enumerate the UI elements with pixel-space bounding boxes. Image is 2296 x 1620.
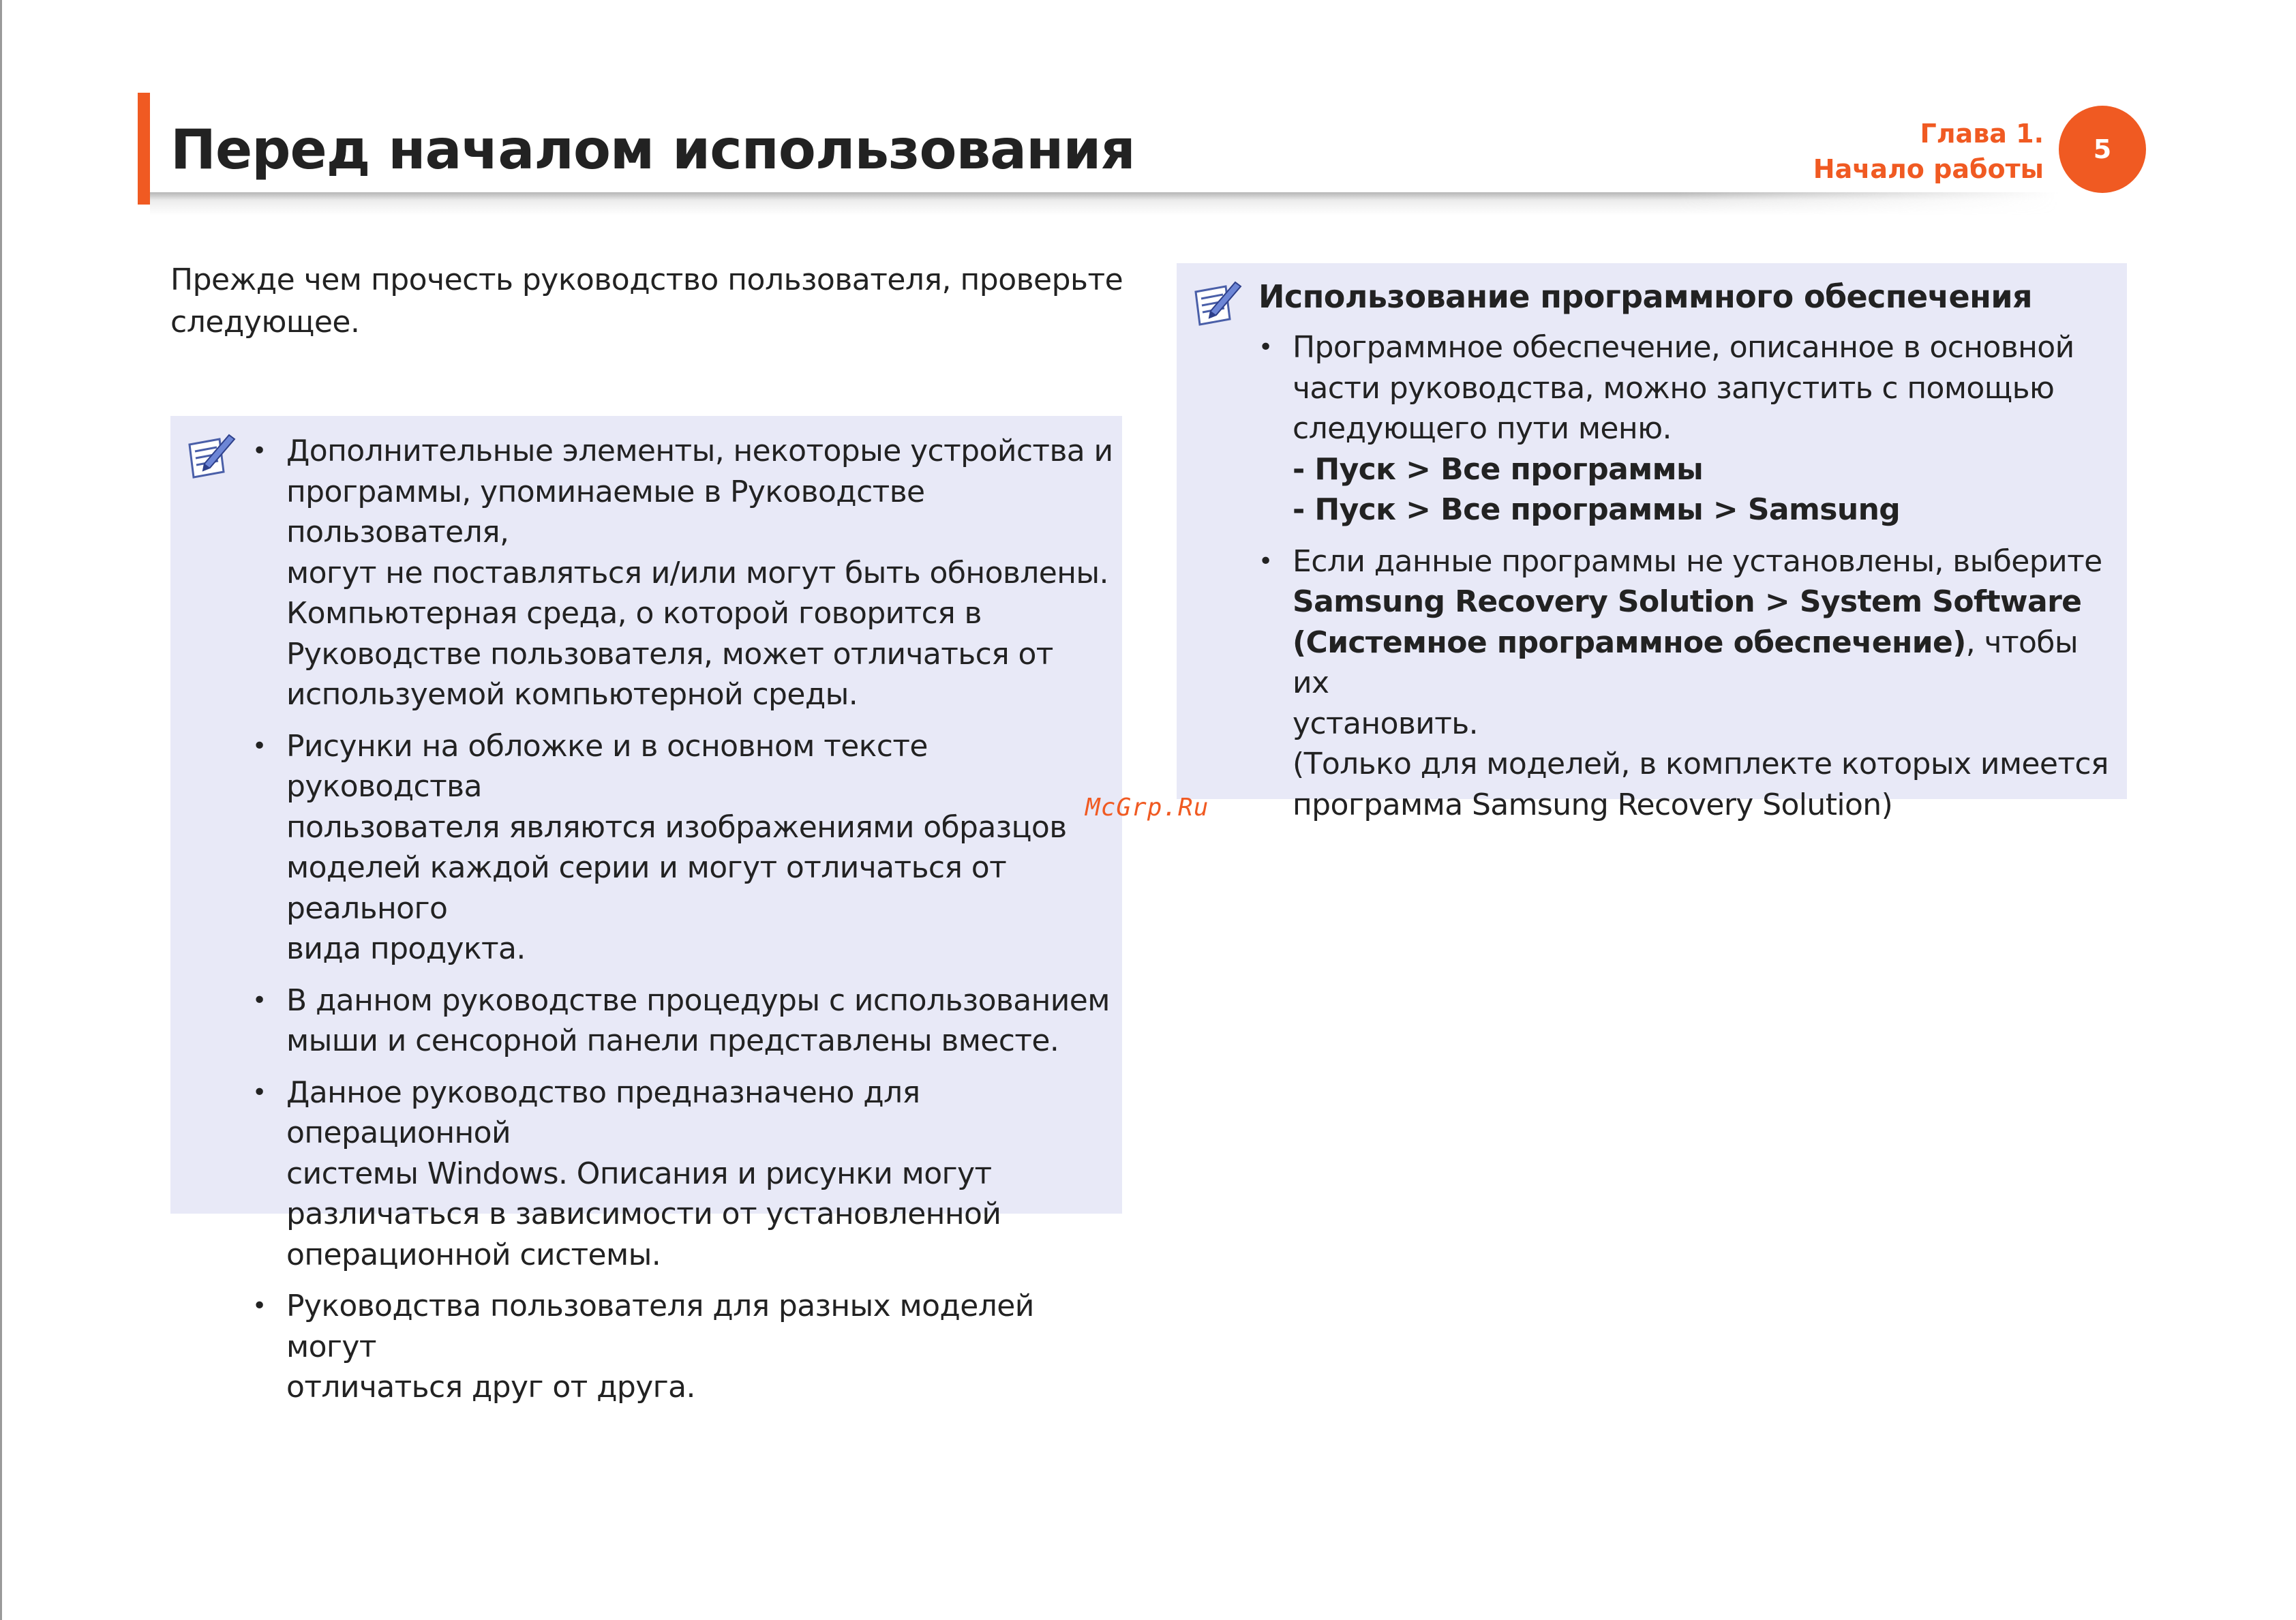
list-item-line: Компьютерная среда, о которой говорится в: [286, 596, 982, 631]
list-item: [252, 1072, 1118, 1276]
list-item-line: отличаться друг от друга.: [286, 1370, 695, 1405]
list-item-line: пользователя являются изображениями образцов: [286, 809, 1067, 845]
list-item-text: , чтобы их: [1293, 625, 2078, 700]
note-bullet-list: [1258, 327, 2117, 836]
list-item-line: следующего пути меню.: [1293, 411, 1672, 446]
bullet-dot: •: [1258, 333, 1273, 361]
list-item-line: части руководства, можно запустить с помощью: [1293, 370, 2055, 406]
list-item-line: установить.: [1293, 706, 1478, 741]
menu-path: Samsung Recovery Solution > System Software: [1293, 584, 2082, 619]
list-item-line: Дополнительные элементы, некоторые устройства и: [286, 434, 1113, 468]
note-pencil-icon: [1190, 278, 1245, 333]
list-item-line: вида продукта.: [286, 931, 526, 966]
bullet-dot: •: [252, 437, 267, 465]
menu-path: (Системное программное обеспечение): [1293, 625, 1966, 660]
list-item-line: могут не поставляться и/или могут быть обновлены.: [286, 555, 1108, 590]
chapter-title: Начало работы: [1813, 154, 2044, 184]
chapter-label: [1813, 116, 2044, 187]
menu-path: - Пуск > Все программы > Samsung: [1293, 492, 1901, 527]
list-item-line: (Только для моделей, в комплекте которых имеется: [1293, 747, 2109, 781]
list-item-line: различаться в зависимости от установленной: [286, 1197, 1001, 1231]
title-underline-shadow: [150, 192, 2059, 215]
list-item: [252, 726, 1118, 970]
list-item-line: системы Windows. Описания и рисунки могут: [286, 1156, 992, 1191]
bullet-dot: •: [252, 1078, 267, 1107]
list-item: [252, 980, 1118, 1062]
watermark: McGrp.Ru: [1085, 794, 1209, 822]
bullet-dot: •: [252, 986, 267, 1015]
intro-paragraph: [170, 259, 1138, 344]
intro-line: следующее.: [170, 305, 360, 340]
list-item-line: программа Samsung Recovery Solution): [1293, 787, 1893, 822]
list-item-line: моделей каждой серии и могут отличаться от реального: [286, 850, 1007, 926]
list-item: [252, 1286, 1118, 1408]
note-box-general: [170, 416, 1122, 1405]
list-item-line: Если данные программы не установлены, выберите: [1293, 543, 2102, 579]
menu-path: - Пуск > Все программы: [1293, 451, 1704, 487]
list-item-line: операционной системы.: [286, 1237, 661, 1272]
intro-line: Прежде чем прочесть руководство пользователя, проверьте: [170, 262, 1123, 297]
list-item: [1258, 541, 2117, 826]
title-accent-bar: [138, 93, 150, 205]
list-item-line: [1293, 622, 2117, 704]
list-item-line: программы, упоминаемые в Руководстве пользователя,: [286, 474, 925, 550]
note-bullet-list: [252, 431, 1118, 1419]
list-item: [1258, 327, 2117, 530]
chapter-number: Глава 1.: [1920, 119, 2044, 149]
page-title: Перед началом использования: [170, 118, 1135, 181]
list-item: [252, 431, 1118, 715]
list-item-line: мыши и сенсорной панели представлены вместе.: [286, 1023, 1059, 1058]
page-left-border: [0, 0, 2, 1620]
note-heading: Использование программного обеспечения: [1258, 278, 2032, 315]
bullet-dot: •: [252, 1292, 267, 1320]
page-number-badge: 5: [2059, 106, 2146, 193]
list-item-line: Руководства пользователя для разных моделей могут: [286, 1289, 1034, 1364]
list-item-line: Программное обеспечение, описанное в основной: [1293, 330, 2074, 365]
note-box-software: [1177, 263, 2127, 822]
bullet-dot: •: [252, 732, 267, 760]
list-item-line: используемой компьютерной среды.: [286, 677, 858, 712]
list-item-line: Данное руководство предназначено для операционной: [286, 1075, 920, 1150]
note-pencil-icon: [184, 431, 239, 485]
bullet-dot: •: [1258, 547, 1273, 575]
list-item-line: В данном руководстве процедуры с использованием: [286, 982, 1110, 1018]
list-item-line: Руководстве пользователя, может отличаться от: [286, 636, 1053, 672]
list-item-line: Рисунки на обложке и в основном тексте руководства: [286, 728, 928, 804]
